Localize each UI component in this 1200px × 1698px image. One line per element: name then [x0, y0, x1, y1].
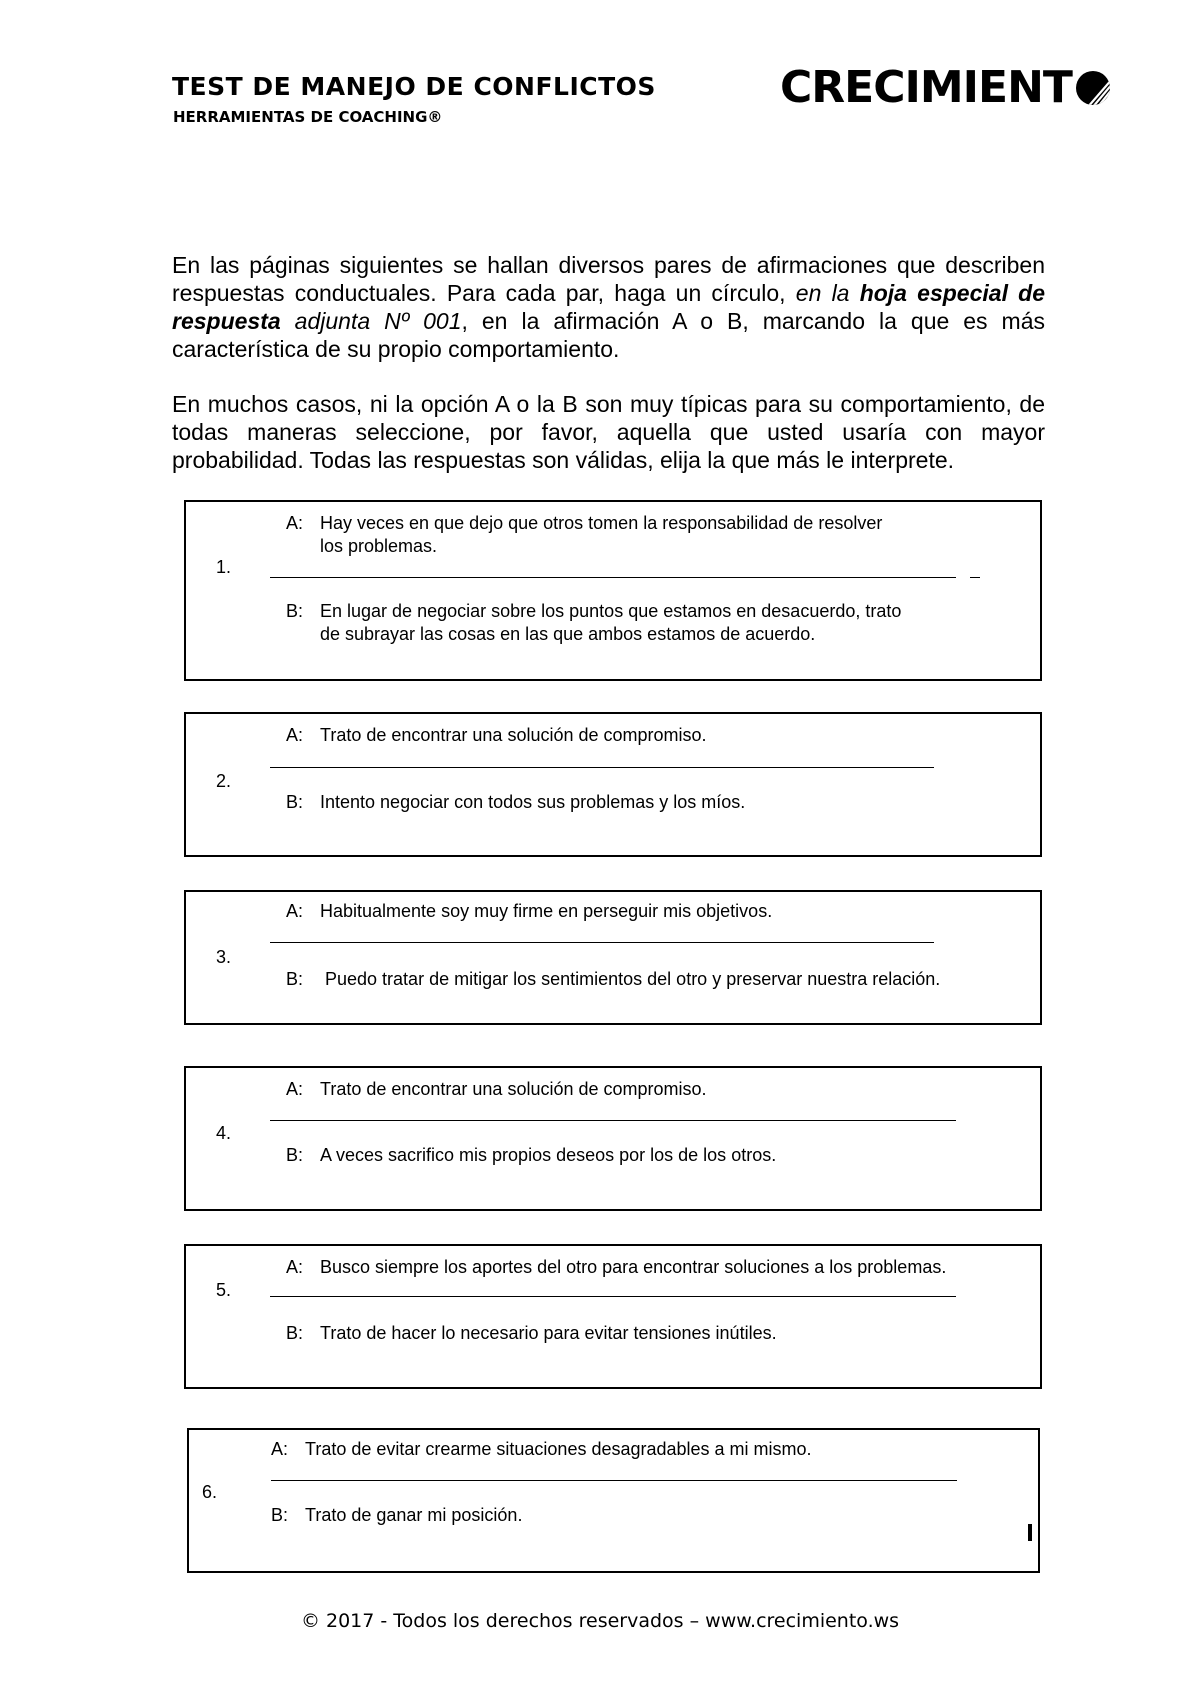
separator-line	[270, 767, 926, 768]
option-a-text-cont: los problemas.	[320, 536, 438, 556]
separator-line	[270, 577, 956, 578]
intro-text-b: , en la afirmación A o B, marcando la que es más característica de su propio comportamiento.	[172, 308, 1045, 362]
question-number: 6.	[202, 1482, 218, 1502]
intro-bold-italic: hoja especial de respuesta	[172, 280, 1046, 334]
question-number: 4.	[216, 1123, 232, 1143]
question-box-3	[184, 890, 1042, 1025]
option-b-label: B:	[286, 1145, 304, 1165]
option-a[interactable]	[286, 724, 707, 747]
option-b-label: B:	[286, 969, 304, 989]
option-a[interactable]	[286, 1256, 946, 1279]
option-b[interactable]	[286, 791, 745, 814]
option-b[interactable]	[286, 600, 901, 646]
stray-mark	[1028, 1524, 1032, 1541]
question-box-4	[184, 1066, 1042, 1211]
circle-slashed-logo-icon	[1073, 68, 1113, 108]
logo-wordmark: CRECIMIENT	[780, 62, 1072, 113]
question-box-1	[184, 500, 1042, 681]
option-a[interactable]	[286, 1078, 707, 1101]
document-title: TEST DE MANEJO DE CONFLICTOS	[172, 72, 656, 101]
separator-line	[271, 1480, 957, 1481]
intro-text-a: En las páginas siguientes se hallan diversos pares de afirmaciones que describen respuestas conductuales. Para cada par, haga un círculo,	[172, 252, 1045, 306]
option-a[interactable]	[286, 512, 882, 558]
option-b-label: B:	[286, 1323, 304, 1343]
option-a-label: A:	[286, 1257, 304, 1277]
option-b-text: Trato de ganar mi posición.	[305, 1505, 523, 1525]
option-a-label: A:	[286, 513, 304, 533]
document-subtitle: HERRAMIENTAS DE COACHING®	[173, 108, 443, 126]
option-a-text: Habitualmente soy muy firme en perseguir mis objetivos.	[320, 901, 773, 921]
option-b-text: Puedo tratar de mitigar los sentimientos del otro y preservar nuestra relación.	[320, 969, 941, 989]
option-a[interactable]	[286, 900, 772, 923]
option-b-text: Intento negociar con todos sus problemas y los míos.	[320, 792, 746, 812]
option-b-text: A veces sacrifico mis propios deseos por los de los otros.	[320, 1145, 777, 1165]
separator-tick	[924, 942, 934, 943]
option-b-text-cont: de subrayar las cosas en las que ambos estamos de acuerdo.	[320, 624, 816, 644]
brand-logo	[780, 62, 1113, 113]
option-a-text: Trato de encontrar una solución de compromiso.	[320, 725, 707, 745]
intro-paragraph-2: En muchos casos, ni la opción A o la B son muy típicas para su comportamiento, de todas maneras seleccione, por favor, aquella que usted usaría con mayor probabilidad. Todas las respuestas son válidas, elija la que más le interprete.	[172, 391, 1045, 473]
question-box-2	[184, 712, 1042, 857]
option-a[interactable]	[271, 1438, 812, 1461]
option-b[interactable]	[286, 968, 940, 991]
question-number: 2.	[216, 771, 232, 791]
option-a-text: Trato de evitar crearme situaciones desagradables a mi mismo.	[305, 1439, 812, 1459]
copyright-footer: © 2017 - Todos los derechos reservados – www.crecimiento.ws	[300, 1610, 900, 1632]
option-a-label: A:	[271, 1439, 289, 1459]
separator-tick	[924, 767, 934, 768]
option-a-text: Hay veces en que dejo que otros tomen la responsabilidad de resolver	[320, 513, 883, 533]
intro-italic-b: adjunta Nº 001	[280, 308, 462, 334]
option-b-label: B:	[271, 1505, 289, 1525]
option-a-label: A:	[286, 901, 304, 921]
option-b-label: B:	[286, 792, 304, 812]
option-b-label: B:	[286, 601, 304, 621]
option-a-text: Trato de encontrar una solución de compromiso.	[320, 1079, 707, 1099]
option-a-text: Busco siempre los aportes del otro para encontrar soluciones a los problemas.	[320, 1257, 947, 1277]
question-box-6	[187, 1428, 1040, 1573]
option-a-label: A:	[286, 725, 304, 745]
question-number: 1.	[216, 557, 232, 577]
option-b-text: En lugar de negociar sobre los puntos que estamos en desacuerdo, trato	[320, 601, 902, 621]
option-b-text: Trato de hacer lo necesario para evitar tensiones inútiles.	[320, 1323, 777, 1343]
intro-italic-a: en la	[795, 280, 860, 306]
question-number: 3.	[216, 947, 232, 967]
question-box-5	[184, 1244, 1042, 1389]
separator-line	[270, 942, 926, 943]
option-b[interactable]	[271, 1504, 522, 1527]
option-b[interactable]	[286, 1322, 777, 1345]
option-b[interactable]	[286, 1144, 776, 1167]
separator-line	[270, 1120, 956, 1121]
option-a-label: A:	[286, 1079, 304, 1099]
separator-tick	[970, 577, 980, 578]
question-number: 5.	[216, 1280, 232, 1300]
separator-line	[270, 1296, 956, 1297]
intro-paragraph-1	[172, 251, 1045, 363]
